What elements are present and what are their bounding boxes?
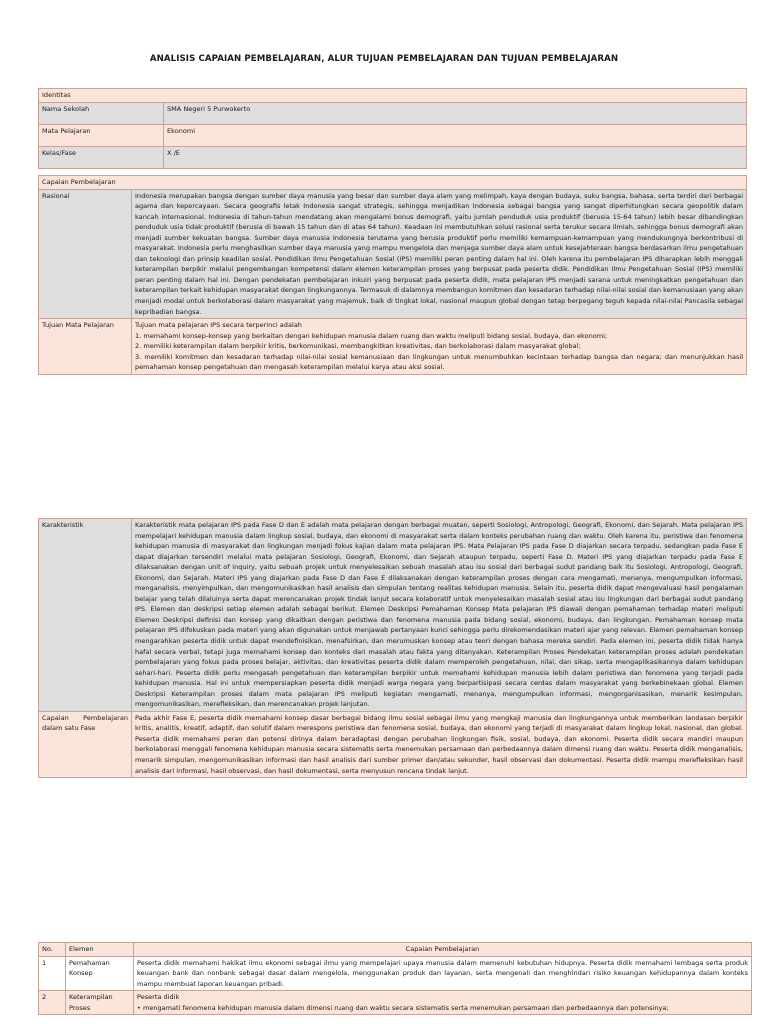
kelas-fase-label: Kelas/Fase [39,146,164,168]
col-header-no: No. [39,943,66,957]
mata-pelajaran-value: Ekonomi [164,124,747,146]
rasional-text: Indonesia merupakan bangsa dengan sumber daya manusia yang besar dan sumber daya alam yang melimpah, kaya dengan budaya, suku bangsa, bahasa, serta terdiri dari berbagai agama dan kepercayaan. Secara geografis letak Indonesia sangat strategis, sehingga menjadikan Indonesia sebagai bangsa yang sangat diperhitungkan secara geopolitik dalam kancah internasional. Indonesia di tahun-tahun mendatang akan mengalami bonus demografi, yaitu jumlah penduduk usia produktif (berusia 15-64 tahun) lebih besar dibandingkan penduduk usia tidak produktif (berusia di bawah 15 tahun dan di atas 64 tahun). Keadaan ini membutuhkan solusi rasional serta terukur secara ilmiah, sehingga bonus demografi akan menjadi sumber kekuatan bangsa. Sumber daya manusia Indonesia terutama yang berusia produktif perlu memiliki kemampuan-kemampuan yang mendukungnya berkontribusi di masyarakat. Indonesia perlu menghasilkan sumber daya manusia yang mampu mengelola dan menjaga sumber daya alam untuk kesejahteraan bangsa berdasarkan ilmu pengetahuan dan teknologi dan prinsip keadilan sosial. Pendidikan Ilmu Pengetahuan Sosial (IPS) memiliki peran penting dalam hal ini. Oleh karena itu pembelajaran IPS diharapkan lebih menggali keterampilan berpikir melalui pengembangan kompetensi dalam elemen keterampilan proses yang berpusat pada peserta didik. Pendidikan Ilmu Pengetahuan Sosial (IPS) memiliki peran penting dalam hal ini. Dengan pendekatan pembelajaran inkuiri yang berpusat pada peserta didik, mata pelajaran IPS menjadi sarana untuk meningkatkan pengetahuan dan keterampilan terkait kehidupan masyarakat dengan lingkungannya. Termasuk di dalamnya membangun komitmen dan kesadaran terhadap nilai-nilai sosial dan kemanusiaan yang akan menjadi modal untuk berkolaborasi dalam masyarakat yang majemuk, baik di tingkat lokal, nasional maupun global dengan tetap berpegang teguh kepada nilai-nilai Pancasila sebagai kepribadian bangsa. [132,189,747,319]
capaian-fase-label: Capaian Pembelajaran dalam satu Fase [39,711,132,777]
karakteristik-table [38,518,747,778]
col-header-capaian: Capaian Pembelajaran [134,943,752,957]
row-no: 1 [39,956,66,991]
identitas-table [38,88,747,169]
col-header-elemen: Elemen [66,943,134,957]
row-elemen: Keterampilan Proses [66,991,134,1015]
row-elemen: Pemahaman Konsep [66,956,134,991]
row-no: 2 [39,991,66,1015]
nama-sekolah-value: SMA Negeri 5 Purwokerto [164,102,747,124]
kelas-fase-value: X /E [164,146,747,168]
tujuan-label: Tujuan Mata Pelajaran [39,319,132,375]
capaian-header: Capaian Pembelajaran [39,176,747,190]
rasional-label: Rasional [39,189,132,319]
capaian-table [38,175,747,375]
karakteristik-label: Karakteristik [39,519,132,712]
table-row [39,956,752,991]
identitas-header: Identitas [39,89,747,103]
table-row [39,991,752,1015]
row-capaian-text: Peserta didik • mengamati fenomena kehidupan manusia dalam dimensi ruang dan waktu secara sistematis serta menemukan persamaan dan perbedaannya dan potensinya; [134,991,752,1015]
elemen-table [38,942,752,1015]
tujuan-text: Tujuan mata pelajaran IPS secara terperinci adalah 1. memahami konsep-konsep yang berkaitan dengan kehidupan manusia dalam ruang dan waktu meliputi bidang sosial, budaya, dan ekonomi; 2. memiliki keterampilan dalam berpikir kritis, berkomunikasi, membangkitkan kreativitas, dan berkolaborasi dalam masyarakat global; 3. memiliki komitmen dan kesadaran terhadap nilai-nilai sosial kemanusiaan dan lingkungan untuk menumbuhkan kecintaan terhadap bangsa dan negara; dan menunjukkan hasil pemahaman konsep pengetahuan dan mengasah keterampilan melalui karya atau aksi sosial. [132,319,747,375]
karakteristik-text: Karakteristik mata pelajaran IPS pada Fase D dan E adalah mata pelajaran dengan berbagai muatan, seperti Sosiologi, Antropologi, Geografi, Ekonomi, dan Sejarah. Mata pelajaran IPS mempelajari kehidupan manusia dalam lingkup sosial, budaya, dan ekonomi di masyarakat serta dalam konteks perubahan ruang dan waktu. Oleh karena itu, peristiwa dan fenomena kehidupan manusia di masyarakat dan lingkungan menjadi fokus kajian dalam mata pelajaran IPS. Mata Pelajaran IPS pada Fase D diajarkan secara terpadu, sedangkan pada Fase E dapat diajarkan tersendiri melalui mata pelajaran Sosiologi, Geografi, Ekonomi, dan Sejarah ataupun terpadu, seperti Fase D. Materi IPS yang diajarkan terpadu pada Fase E dilaksanakan dengan unit of inquiry, yaitu sebuah projek untuk menyelesaikan sebuah masalah atau isu sosial dari berbagai sudut pandang baik itu Sosiologi, Antropologi, Geografi, Ekonomi, dan Sejarah. Materi IPS yang diajarkan pada Fase D dan Fase E dilaksanakan dengan keterampilan proses dengan cara mengamati, menanya, mengumpulkan informasi, menganalisis, menyimpulkan, dan mengomunikasikan hasil analisis dan simpulan tentang realitas kehidupan manusia. Selain itu, peserta didik dapat mengevaluasi hasil pengalaman belajar yang telah dilaluinya serta dapat merencanakan projek tindak lanjut secara kolaboratif untuk menyelesaikan masalah sosial atau isu lingkungan dari berbagai sudut pandang IPS. Elemen dan deskripsi setiap elemen adalah sebagai berikut. Elemen Deskripsi Pemahaman Konsep Mata pelajaran IPS diawali dengan pemahaman terhadap materi meliputi Elemen Deskripsi definisi dan konsep yang dikaitkan dengan peristiwa dan fenomena manusia pada bidang sosial, ekonomi, budaya, dan lingkungan. Pemahaman konsep mata pelajaran IPS difokuskan pada materi yang akan digunakan untuk menjawab pertanyaan kunci sehingga perlu direkomendasikan materi ajar yang relevan. Elemen pemahaman konsep mengarahkan peserta didik untuk dapat mendefinisikan, menafsirkan, dan merumuskan konsep atau teori dengan bahasa mereka sendiri. Pada elemen ini, peserta didik tidak hanya hafal secara verbal, tetapi juga memahami konsep dan konteks dari masalah atau fakta yang ditanyakan. Keterampilan Proses Pendekatan keterampilan proses adalah pendekatan pembelajaran yang fokus pada proses belajar, aktivitas, dan kreativitas peserta didik dalam memperoleh pengetahuan, nilai, dan sikap, serta mengaplikasikannya dalam kehidupan sehari-hari. Peserta didik perlu mengasah pengetahuan dan keterampilan berpikir untuk memahami kehidupan manusia lebih dalam peristiwa dan fenomena yang terjadi pada kehidupan manusia. Hal ini untuk mempersiapkan peserta didik menjadi warga negara yang berpartisipasi secara cerdas dalam masyarakat yang berkebinekaan global. Elemen Deskripsi Keterampilan proses dalam mata pelajaran IPS meliputi kegiatan mengamati, menanya, mengumpulkan informasi, mengorganisasikan, menarik kesimpulan, mengomunikasikan, merefleksikan, dan merencanakan projek lanjutan. [132,519,747,712]
mata-pelajaran-label: Mata Pelajaran [39,124,164,146]
document-title: ANALISIS CAPAIAN PEMBELAJARAN, ALUR TUJUAN PEMBELAJARAN DAN TUJUAN PEMBELAJARAN [149,54,619,64]
capaian-fase-text: Pada akhir Fase E, peserta didik memahami konsep dasar berbagai bidang ilmu sosial sebagai ilmu yang mengkaji manusia dan lingkungannya untuk memberikan landasan berpikir kritis, analitis, kreatif, adaptif, dan solutif dalam merespons peristiwa dan fenomena sosial, budaya, dan ekonomi yang terjadi di masyarakat dalam lingkup lokal, nasional, dan global. Peserta didik memahami peran dan potensi dirinya dalam beradaptasi dengan perubahan lingkungan fisik, sosial, budaya, dan ekonomi. Peserta didik secara mandiri maupun berkolaborasi menggali fenomena kehidupan manusia secara sistematis serta menemukan persamaan dan perbedaannya dalam dimensi ruang dan waktu. Peserta didik menganalisis, menarik simpulan, mengomunikasikan informasi dan hasil analisis dari sumber primer dan/atau sekunder, hasil observasi dan dokumentasi. Peserta didik mampu merefleksikan hasil analisis dari informasi, hasil observasi, dan hasil dokumentasi, serta menyusun rencana tindak lanjut. [132,711,747,777]
row-capaian-text: Peserta didik memahami hakikat ilmu ekonomi sebagai ilmu yang mempelajari upaya manusia dalam memenuhi kebutuhan hidupnya. Peserta didik memahami lembaga serta produk keuangan bank dan nonbank sebagai dasar dalam mengelola, menggunakan produk dan layanan, serta mengenali dan menghindari risiko keuangan kehidupannya dalam konteks mampu membuat laporan keuangan pribadi. [134,956,752,991]
nama-sekolah-label: Nama Sekolah [39,102,164,124]
